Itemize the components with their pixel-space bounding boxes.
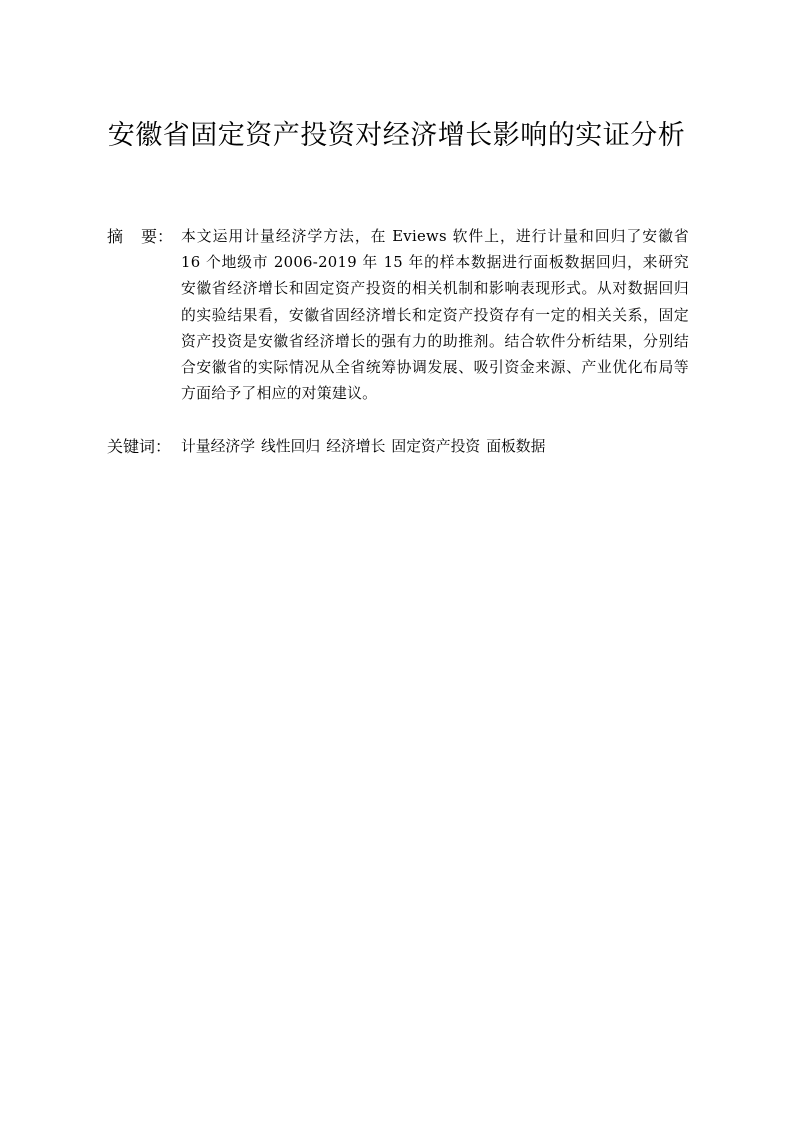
abstract-label-char: 摘 [107,227,124,246]
abstract-text: 本文运用计量经济学方法，在 Eviews 软件上，进行计量和回归了安徽省 16 个地级市 2006-2019 年 15 年的样本数据进行面板数据回归，来研究安徽省经济增长和固定资产投资的相关机制和影响表现形式。从对数据回归的实验结果看，安徽省固经济增长和定资产投资存有一定的相关关系，固定资产投资是安徽省经济增长的强有力的助推剂。结合软件分析结果，分别结合安徽省的实际情况从全省统筹协调发展、吸引资金来源、产业优化布局等方面给予了相应的对策建议。 [181,228,689,403]
abstract-label-char: 要 [141,227,158,246]
keywords-section [107,434,689,460]
abstract-label-colon: ： [157,227,174,246]
paper-title: 安徽省固定资产投资对经济增长影响的实证分析 [107,120,686,151]
keywords-label: 关键词： [107,437,172,456]
keyword: 面板数据 [486,438,546,455]
keyword: 经济增长 [326,438,386,455]
keyword: 固定资产投资 [391,438,481,455]
abstract-label [107,224,173,250]
keyword: 计量经济学 [181,438,255,455]
keyword: 线性回归 [261,438,321,455]
keywords-list [181,434,551,460]
